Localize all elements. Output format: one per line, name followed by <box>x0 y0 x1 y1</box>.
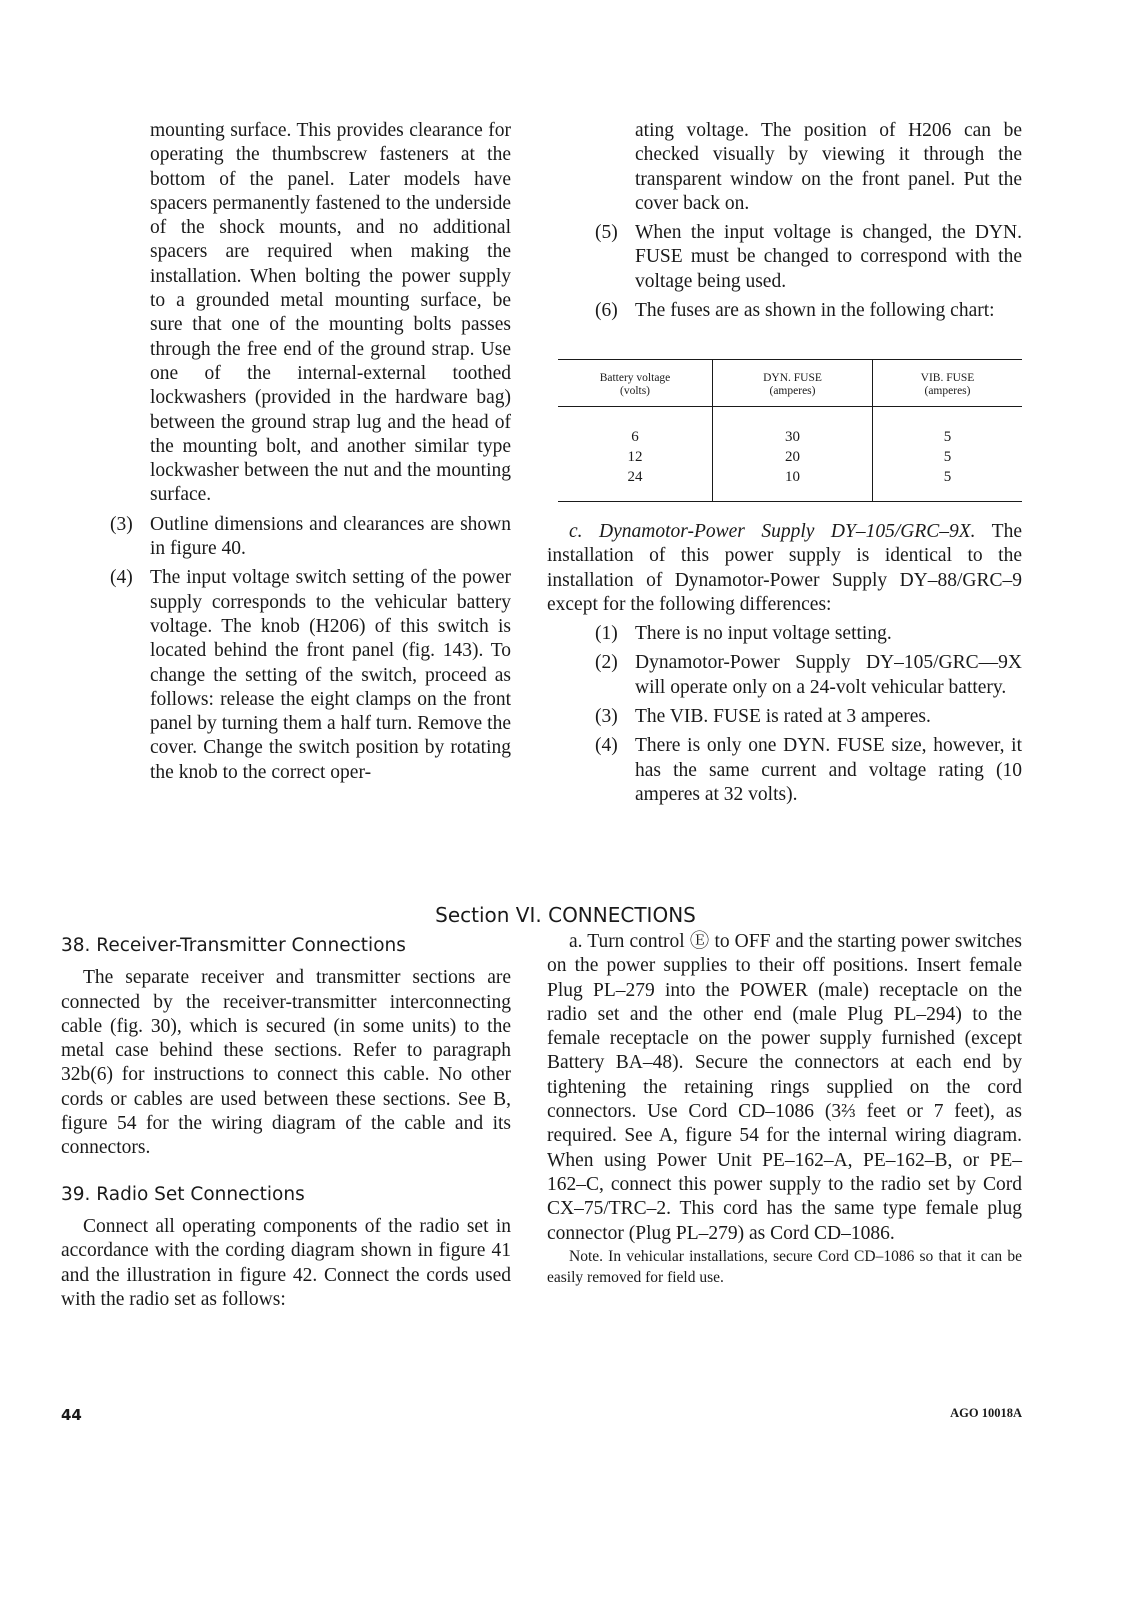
item-text: The input voltage switch setting of the power supply corresponds to the vehicular battery voltage. The knob (H206) of this switch is located behind the front panel (fig. 143). To change the setting of the switch, proceed as follows: release the eight clamps on the front panel by turning them a half turn. Remove the cover. Change the switch position by rotating the knob to the correct oper- <box>150 567 511 783</box>
list-item <box>591 734 1022 807</box>
table-cell: 5 <box>873 407 1023 448</box>
table-row <box>558 407 1022 448</box>
list-item <box>591 221 1022 294</box>
item-text: The VIB. FUSE is rated at 3 amperes. <box>635 706 931 728</box>
heading-39: 39. Radio Set Connections <box>61 1183 305 1205</box>
right-column-middle <box>547 520 1022 812</box>
list-item <box>591 299 1022 323</box>
table-row <box>558 447 1022 467</box>
list-item <box>591 622 1022 646</box>
right-column-bottom <box>547 930 1022 1288</box>
item-text: The fuses are as shown in the following chart: <box>635 300 995 322</box>
note: Note. In vehicular installations, secure Cord CD–1086 so that it can be easily removed for field use. <box>547 1247 1022 1286</box>
table-cell: 30 <box>713 407 873 448</box>
item-text: Dynamotor-Power Supply DY–105/GRC—9X will operate only on a 24-volt vehicular battery. <box>635 652 1022 698</box>
paragraph-continued: ating voltage. The position of H206 can be checked visually by viewing it through the transparent window on the front panel. Put the cover back on. <box>635 120 1022 214</box>
paragraph-c <box>547 520 1022 617</box>
paragraph-38: The separate receiver and transmitter sections are connected by the receiver-transmitter interconnecting cable (fig. 30), which is secured (in some units) to the metal case behind these sections. Refer to paragraph 32b(6) for instructions to connect this cable. No other cords or cables are used between these sections. See B, figure 54 for the wiring diagram of the cable and its connectors. <box>61 967 511 1159</box>
left-column-top <box>110 119 511 790</box>
paragraph-continued: mounting surface. This provides clearance for operating the thumbscrew fasteners at the bottom of the panel. Later models have spacers permanently fastened to the underside of the shock mounts, and no additional spacers are required when making the installation. When bolting the power supply to a grounded metal mounting surface, be sure that one of the mounting bolts passes through the free end of the ground strap. Use one of the internal-external toothed lockwashers (provided in the hardware bag) between the ground strap lug and the head of the mounting bolt, and another similar type lockwasher between the nut and the mounting surface. <box>150 120 511 506</box>
table-cell: 10 <box>713 467 873 502</box>
table-row <box>558 467 1022 502</box>
item-number: (2) <box>595 652 618 674</box>
table-header: DYN. FUSE (amperes) <box>713 360 873 407</box>
table-cell: 5 <box>873 467 1023 502</box>
heading-38: 38. Receiver-Transmitter Connections <box>61 935 406 956</box>
item-text: When the input voltage is changed, the DYN. FUSE must be changed to correspond with the voltage being used. <box>635 222 1022 292</box>
table-cell: 24 <box>558 467 713 502</box>
paragraph-a: a. Turn control Ⓔ to OFF and the starting power switches on the power supplies to their off positions. Insert female Plug PL–279 into the POWER (male) receptacle on the radio set and the other end (male Plug PL–294) to the female receptacle on the power supply furnished (except Battery BA–48). Secure the connectors at each end by tightening the retaining rings supplied on the cord connectors. Use Cord CD–1086 (3⅔ feet or 7 feet), as required. See A, figure 54 for the internal wiring diagram. When using Power Unit PE–162–A, PE–162–B, or PE–162–C, connect this power supply to the radio set by Cord CX–75/TRC–2. This cord has the same type female plug connector (Plug PL–279) as Cord CD–1086. <box>547 931 1022 1244</box>
item-text: Outline dimensions and clearances are shown in figure 40. <box>150 513 511 560</box>
page-number: 44 <box>61 1406 82 1424</box>
table-header: VIB. FUSE (amperes) <box>873 360 1023 407</box>
sub-list <box>547 622 1022 807</box>
table-header: Battery voltage (volts) <box>558 360 713 407</box>
table-cell: 20 <box>713 447 873 467</box>
fuse-table <box>558 359 1022 502</box>
item-number: (5) <box>595 222 618 244</box>
item-number: (4) <box>110 567 133 589</box>
right-column-top <box>595 119 1022 328</box>
item-number: (4) <box>595 735 618 757</box>
paragraph-c-text: The installation of this power supply is identical to the installation of Dynamotor-Power Supply DY–88/GRC–9 except for the following differences: <box>547 521 1022 615</box>
section-heading: Section VI. CONNECTIONS <box>435 903 696 927</box>
item-text: There is only one DYN. FUSE size, however, it has the same current and voltage rating (10 amperes at 32 volts). <box>635 735 1022 805</box>
paragraph-c-label: c. Dynamotor-Power Supply DY–105/GRC–9X. <box>569 521 976 542</box>
list-item <box>106 566 511 785</box>
table-cell: 12 <box>627 449 643 465</box>
item-number: (6) <box>595 300 618 322</box>
paragraph-39: Connect all operating components of the radio set in accordance with the cording diagram shown in figure 41 and the illustration in figure 42. Connect the cords used with the radio set as follows: <box>61 1215 511 1310</box>
table-cell: 5 <box>873 447 1023 467</box>
list-item <box>591 705 1022 729</box>
list-item <box>591 651 1022 700</box>
item-number: (3) <box>595 706 618 728</box>
table-header-row <box>558 360 1022 407</box>
item-number: (3) <box>110 513 133 535</box>
left-column-bottom <box>61 934 511 1312</box>
table-cell: 6 <box>631 429 639 445</box>
item-number: (1) <box>595 623 618 645</box>
ago-code: AGO 10018A <box>950 1406 1022 1420</box>
item-text: There is no input voltage setting. <box>635 623 892 645</box>
list-item <box>106 513 511 562</box>
